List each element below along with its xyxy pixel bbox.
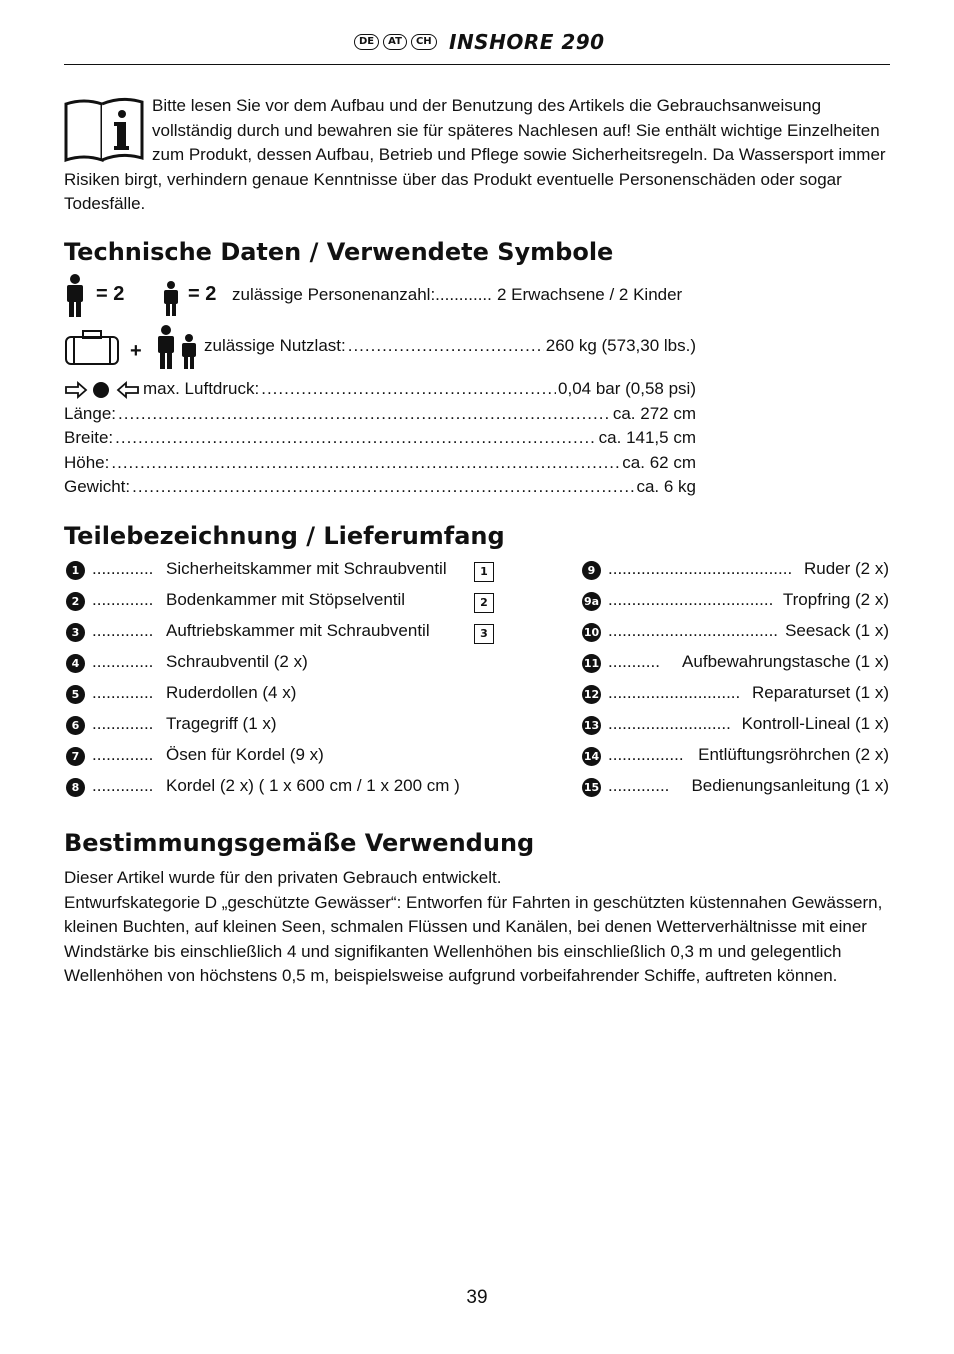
adult-count: = 2: [96, 283, 125, 305]
item-name: Auftriebskammer mit Schraubventil: [166, 621, 430, 640]
item-name: Schraubventil (2 x): [166, 652, 308, 671]
item-dots: ................: [608, 745, 684, 764]
item-dots: ....................................: [608, 621, 779, 640]
spec-row-length: [64, 404, 696, 424]
air-pressure-icon: [64, 380, 140, 400]
spec-label: Höhe:: [64, 453, 110, 472]
item-dots: ...........: [608, 652, 660, 671]
usage-paragraph-2: Entwurfskategorie D „geschützte Gewässer“: Entworfen für Fahrten in geschützten küstennahen Gewässern, kleinen Buchten, auf kleinen Seen, schmalen Flüssen und Kanälen, bei denen Wetterverhältnisse mit einer Windstärke bis einschließlich 4 und signifikanten Wellenhöhen bis einschließlich 0,3 m und gelegentlich Wellenhöhen von höchstens 0,5 m, beispielsweise aufgrund vorbeifahrender Schiffe, auftreten können.: [64, 892, 883, 985]
item-name: Tropfring (2 x): [782, 590, 889, 609]
item-name: Ruderdollen (4 x): [166, 683, 297, 702]
item-line: [608, 652, 889, 672]
item-number-badge: 12: [582, 685, 601, 704]
item-name: Tragegriff (1 x): [166, 714, 277, 733]
item-line: [608, 776, 889, 796]
item-dots: .............: [92, 559, 154, 578]
item-name: Seesack (1 x): [785, 621, 889, 640]
spec-row-height: [64, 453, 696, 473]
item-figure-box: 3: [474, 624, 494, 644]
item-name: Sicherheitskammer mit Schraubventil: [166, 559, 447, 578]
spec-value: ca. 141,5 cm: [598, 428, 696, 447]
item-figure-box: 2: [474, 593, 494, 613]
item-name: Bodenkammer mit Stöpselventil: [166, 590, 406, 609]
item-dots: ...................................: [608, 590, 774, 609]
spec-label: Länge:: [64, 404, 116, 423]
item-name: Aufbewahrungstasche (1 x): [682, 652, 889, 671]
item-number-badge: 3: [66, 623, 85, 642]
item-dots: .............: [92, 683, 154, 702]
item-number-badge: 13: [582, 716, 601, 735]
usage-paragraph-1: Dieser Artikel wurde für den privaten Gebrauch entwickelt.: [64, 868, 502, 887]
item-number-badge: 5: [66, 685, 85, 704]
spec-value: ca. 272 cm: [612, 404, 696, 423]
intro-paragraph: [64, 94, 890, 217]
country-badge-at: AT: [383, 34, 407, 50]
item-dots: .............: [92, 745, 154, 764]
spec-value: 260 kg (573,30 lbs.): [545, 336, 696, 355]
child-icon: [162, 281, 180, 317]
item-number-badge: 11: [582, 654, 601, 673]
item-number-badge: 10: [582, 623, 601, 642]
persons-icon: [155, 325, 201, 371]
item-name: Reparaturset (1 x): [752, 683, 889, 702]
item-number-badge: 9: [582, 561, 601, 580]
item-dots: .............: [92, 776, 154, 795]
item-name: Bedienungsanleitung (1 x): [691, 776, 889, 795]
item-line: [608, 714, 889, 734]
spec-row-load: [204, 336, 696, 356]
spec-label: zulässige Nutzlast:: [204, 336, 346, 355]
item-line: [608, 745, 889, 765]
item-dots: .............: [92, 714, 154, 733]
item-dots: .......................................: [608, 559, 793, 578]
spec-row-pressure: [143, 379, 696, 399]
item-number-badge: 15: [582, 778, 601, 797]
item-number-badge: 14: [582, 747, 601, 766]
persons-label: zulässige Personenanzahl:............: [232, 285, 492, 304]
item-dots: .............: [92, 590, 154, 609]
country-badge-ch: CH: [411, 34, 437, 50]
item-number-badge: 8: [66, 778, 85, 797]
item-figure-box: 1: [474, 562, 494, 582]
item-number-badge: 2: [66, 592, 85, 611]
item-dots: .............: [92, 621, 154, 640]
item-line: [608, 590, 889, 610]
spec-label: max. Luftdruck:: [143, 379, 260, 398]
child-count: = 2: [188, 283, 217, 305]
spec-label: Breite:: [64, 428, 114, 447]
luggage-icon: [64, 330, 120, 366]
spec-value: ca. 62 cm: [622, 453, 696, 472]
country-badges: [354, 34, 437, 50]
spec-value: ca. 6 kg: [636, 477, 696, 496]
load-plus: +: [130, 340, 142, 362]
usage-text: [64, 866, 890, 989]
item-name: Kontroll-Lineal (1 x): [741, 714, 889, 733]
page-number: 39: [466, 1287, 488, 1308]
read-manual-icon: [64, 94, 146, 164]
item-number-badge: 1: [66, 561, 85, 580]
adult-icon: [64, 274, 86, 318]
page-header: [64, 28, 890, 65]
item-dots: ..........................: [608, 714, 731, 733]
item-name: Entlüftungsröhrchen (2 x): [698, 745, 889, 764]
item-number-badge: 6: [66, 716, 85, 735]
intro-text: Bitte lesen Sie vor dem Aufbau und der Benutzung des Artikels die Gebrauchsanweisung vollständig durch und bewahren sie für späteres Nachlesen auf! Sie enthält wichtige Einzelheiten zum Produkt, dessen Aufbau, Betrieb und Pflege sowie Sicherheitsregeln. Da Wassersport immer Risiken birgt, verhindern genaue Kenntnisse über das Produkt eventuelle Personenschäden oder sogar Todesfälle.: [64, 96, 886, 213]
item-number-badge: 9a: [582, 592, 601, 611]
product-title: INSHORE 290: [449, 30, 605, 54]
item-line: [608, 683, 889, 703]
section-heading-tech: Technische Daten / Verwendete Symbole: [64, 238, 614, 266]
item-name: Ruder (2 x): [803, 559, 889, 578]
persons-value: 2 Erwachsene / 2 Kinder: [497, 285, 683, 304]
spec-row-width: [64, 428, 696, 448]
item-line: [608, 621, 889, 641]
section-heading-parts: Teilebezeichnung / Lieferumfang: [64, 522, 505, 550]
spec-value: 0,04 bar (0,58 psi): [558, 379, 696, 398]
item-line: [608, 559, 889, 579]
item-dots: ............................: [608, 683, 741, 702]
section-heading-usage: Bestimmungsgemäße Verwendung: [64, 829, 535, 857]
item-name: Kordel (2 x) ( 1 x 600 cm / 1 x 200 cm ): [166, 776, 460, 795]
item-dots: .............: [608, 776, 670, 795]
country-badge-de: DE: [354, 34, 379, 50]
item-number-badge: 4: [66, 654, 85, 673]
item-dots: .............: [92, 652, 154, 671]
spec-row-weight: [64, 477, 696, 497]
item-name: Ösen für Kordel (9 x): [166, 745, 324, 764]
spec-label: Gewicht:: [64, 477, 131, 496]
item-number-badge: 7: [66, 747, 85, 766]
